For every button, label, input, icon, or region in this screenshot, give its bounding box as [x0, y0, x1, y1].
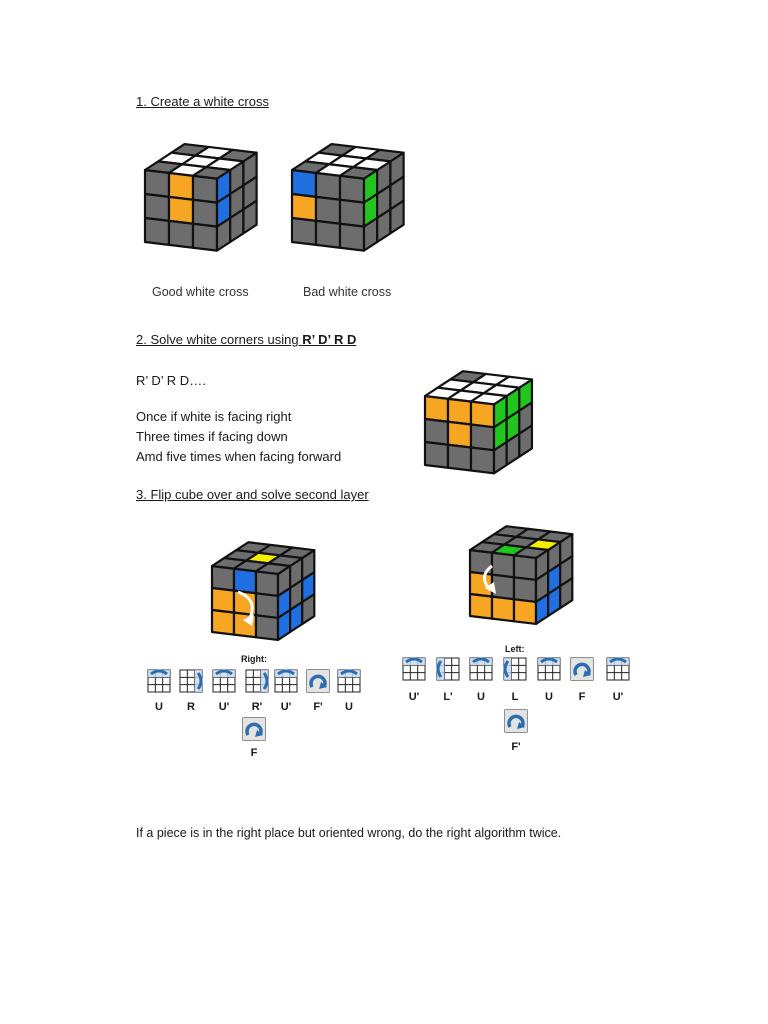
cube-sticker: [340, 224, 364, 251]
right-extra-move-label: F: [250, 747, 258, 759]
cube-sticker: [470, 594, 492, 619]
left-move-label: L: [511, 691, 519, 703]
cube-sticker: [340, 176, 364, 203]
cube-sticker: [193, 200, 217, 227]
section-2-heading-prefix: 2. Solve white corners using: [136, 332, 303, 347]
cube-sticker: [471, 448, 494, 474]
cube-sticker: [514, 577, 536, 602]
section-1-heading: 1. Create a white cross: [136, 94, 269, 109]
cube-sticker: [292, 170, 316, 197]
instruction-line-4: Amd five times when facing forward: [136, 449, 342, 464]
good-cross-caption: Good white cross: [152, 285, 249, 299]
cube-sticker: [492, 597, 514, 622]
bad-white-cross-cube: [292, 144, 404, 251]
move-diagram-icon: [571, 658, 593, 680]
cube-sticker: [340, 200, 364, 227]
move-diagram-icon: [307, 670, 329, 692]
cube-sticker: [256, 571, 278, 596]
right-move-label: U: [345, 701, 353, 713]
right-move-label: U: [155, 701, 163, 713]
move-diagram-icon: [338, 670, 360, 692]
white-corners-cube: [425, 371, 532, 473]
cube-sticker: [256, 593, 278, 618]
left-move-label: F: [578, 691, 586, 703]
cube-sticker: [212, 588, 234, 613]
move-diagram-icon: [275, 670, 297, 692]
cube-sticker: [425, 419, 448, 445]
instruction-line-3: Three times if facing down: [136, 429, 288, 444]
cube-sticker: [292, 194, 316, 221]
good-white-cross-cube: [145, 144, 257, 251]
cube-sticker: [212, 610, 234, 635]
right-move-label: U': [218, 701, 230, 713]
cube-sticker: [193, 224, 217, 251]
left-move-label: U: [477, 691, 485, 703]
left-move-label: L': [443, 691, 453, 703]
left-move-label: U: [545, 691, 553, 703]
right-move-label: F': [313, 701, 323, 713]
cube-sticker: [145, 170, 169, 197]
cube-sticker: [256, 615, 278, 640]
cube-sticker: [234, 569, 256, 594]
cube-sticker: [448, 445, 471, 471]
cube-sticker: [470, 572, 492, 597]
cube-sticker: [169, 221, 193, 248]
right-algorithm-label: Right:: [241, 654, 267, 664]
cube-sticker: [169, 173, 193, 200]
second-layer-right-cube: [212, 542, 314, 640]
cube-sticker: [492, 553, 514, 578]
cube-sticker: [316, 221, 340, 248]
cube-sticker: [292, 218, 316, 245]
move-diagram-icon: [180, 670, 202, 692]
cube-sticker: [514, 599, 536, 624]
cube-sticker: [212, 566, 234, 591]
move-diagram-icon: [213, 670, 235, 692]
move-diagram-icon: [505, 710, 527, 732]
move-diagram-icon: [607, 658, 629, 680]
move-diagram-icon: [504, 658, 526, 680]
cube-sticker: [316, 173, 340, 200]
move-diagram-icon: [403, 658, 425, 680]
cube-sticker: [145, 218, 169, 245]
right-move-label: U': [280, 701, 292, 713]
left-extra-move-label: F': [511, 741, 521, 753]
move-diagram-icon: [538, 658, 560, 680]
instruction-line-1: R’ D’ R D….: [136, 373, 206, 388]
cube-sticker: [492, 575, 514, 600]
bad-cross-caption: Bad white cross: [303, 285, 392, 299]
cube-sticker: [471, 402, 494, 428]
move-diagram-icon: [437, 658, 459, 680]
left-algorithm-label: Left:: [505, 644, 525, 654]
cube-sticker: [471, 425, 494, 451]
move-diagram-icon: [243, 718, 265, 740]
instruction-line-2: Once if white is facing right: [136, 409, 292, 424]
right-move-label: R: [187, 701, 195, 713]
cube-sticker: [316, 197, 340, 224]
footer-note: If a piece is in the right place but oriented wrong, do the right algorithm twice.: [136, 826, 562, 840]
cube-sticker: [448, 422, 471, 448]
left-move-label: U': [408, 691, 420, 703]
cube-sticker: [425, 442, 448, 468]
cube-sticker: [193, 176, 217, 203]
cube-sticker: [169, 197, 193, 224]
cube-sticker: [425, 396, 448, 422]
move-diagram-icon: [148, 670, 170, 692]
cube-sticker: [514, 555, 536, 580]
section-3-heading: 3. Flip cube over and solve second layer: [136, 487, 369, 502]
cube-sticker: [145, 194, 169, 221]
move-diagram-icon: [246, 670, 268, 692]
section-2-algorithm: R’ D’ R D: [302, 332, 357, 347]
left-move-label: U': [612, 691, 624, 703]
move-diagram-icon: [470, 658, 492, 680]
cube-sticker: [448, 399, 471, 425]
right-move-label: R': [251, 701, 263, 713]
